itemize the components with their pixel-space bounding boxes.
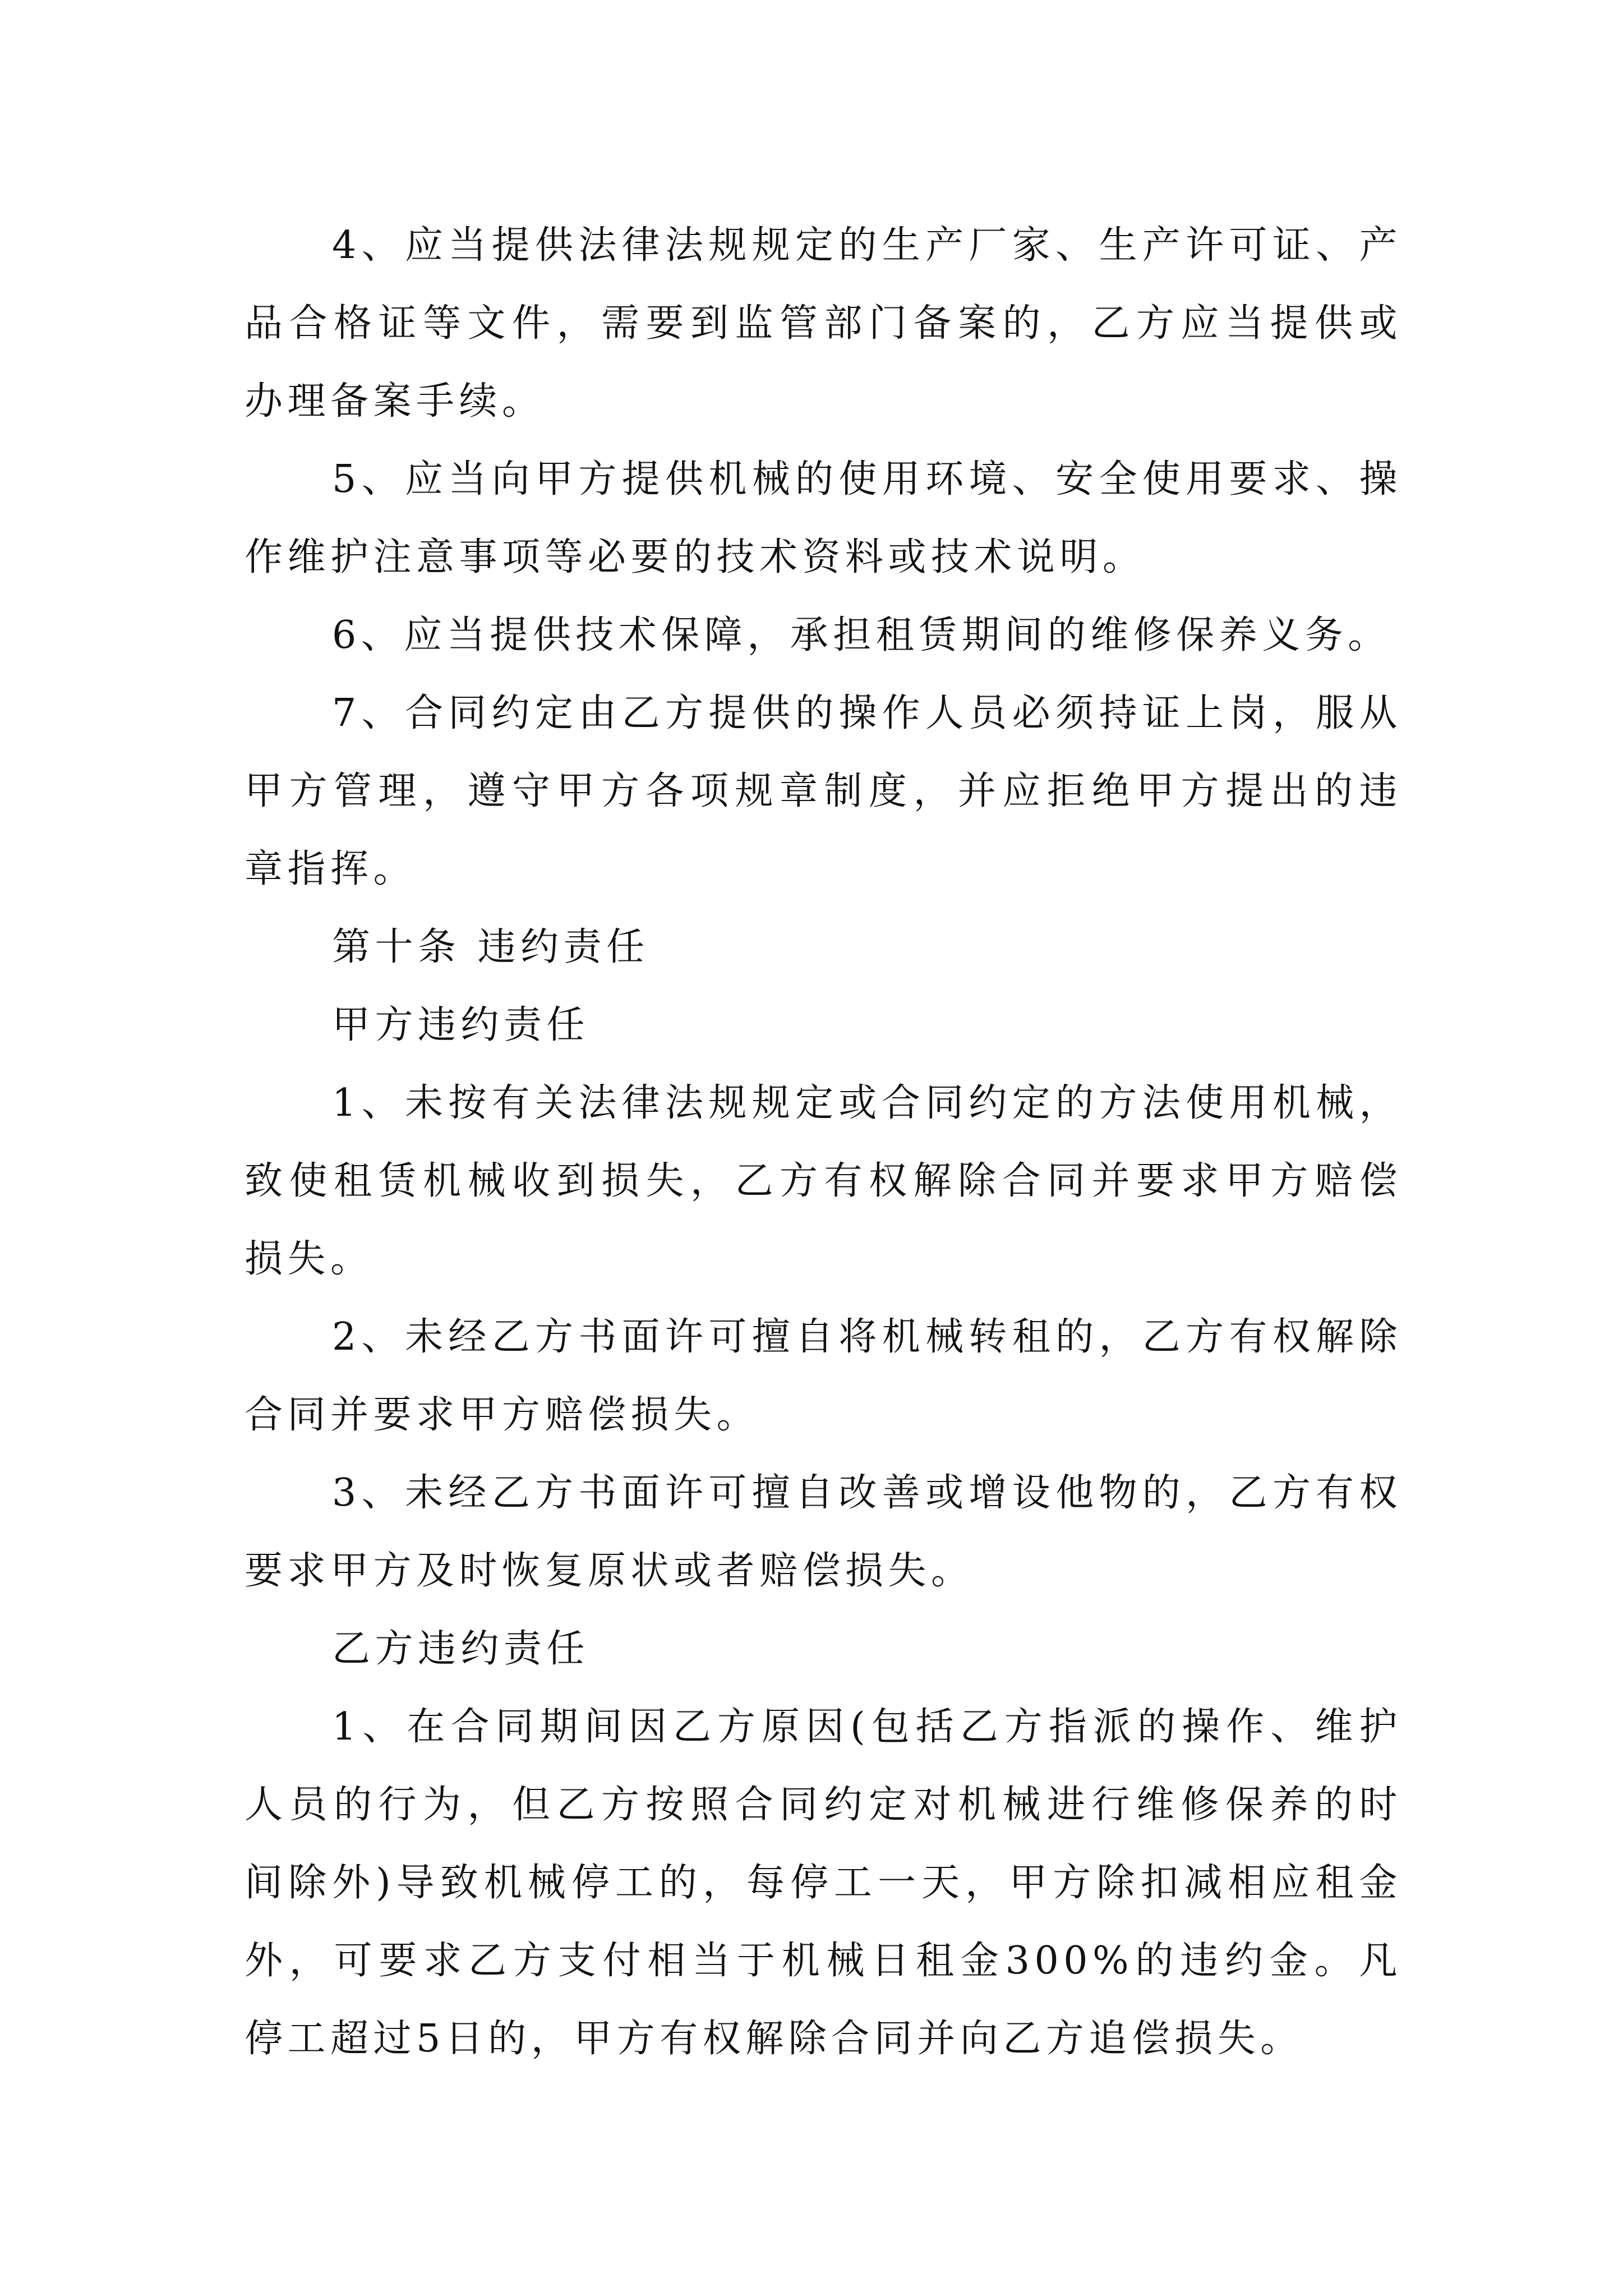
paragraph-clause-5: 5、应当向甲方提供机械的使用环境、安全使用要求、操作维护注意事项等必要的技术资料或技术说明。 [245,457,1402,579]
subheading-party-a-liability: 甲方违约责任 [332,1003,590,1047]
paragraph-party-b-item-1: 1、在合同期间因乙方原因(包括乙方指派的操作、维护人员的行为，但乙方按照合同约定对机械进行维修保养的时间除外)导致机械停工的，每停工一天，甲方除扣减相应租金外，可要求乙方支付相当于机械日租金300%的违约金。凡停工超过5日的，甲方有权解除合同并向乙方追偿损失。 [245,1705,1402,2061]
paragraph-party-a-item-2: 2、未经乙方书面许可擅自将机械转租的，乙方有权解除合同并要求甲方赔偿损失。 [245,1315,1402,1437]
paragraph-party-a-item-3: 3、未经乙方书面许可擅自改善或增设他物的，乙方有权要求甲方及时恢复原状或者赔偿损失。 [245,1471,1402,1593]
subheading-party-b-liability: 乙方违约责任 [332,1627,590,1671]
paragraph-clause-4: 4、应当提供法律法规规定的生产厂家、生产许可证、产品合格证等文件，需要到监管部门备案的，乙方应当提供或办理备案手续。 [245,223,1402,424]
paragraph-clause-6: 6、应当提供技术保障，承担租赁期间的维修保养义务。 [332,613,1391,657]
paragraph-clause-7: 7、合同约定由乙方提供的操作人员必须持证上岗，服从甲方管理，遵守甲方各项规章制度，并应拒绝甲方提出的违章指挥。 [245,691,1402,891]
document-body [245,206,1402,2078]
section-heading-article-10: 第十条 违约责任 [332,925,649,969]
paragraph-party-a-item-1: 1、未按有关法律法规规定或合同约定的方法使用机械，致使租赁机械收到损失，乙方有权解除合同并要求甲方赔偿损失。 [245,1081,1402,1281]
